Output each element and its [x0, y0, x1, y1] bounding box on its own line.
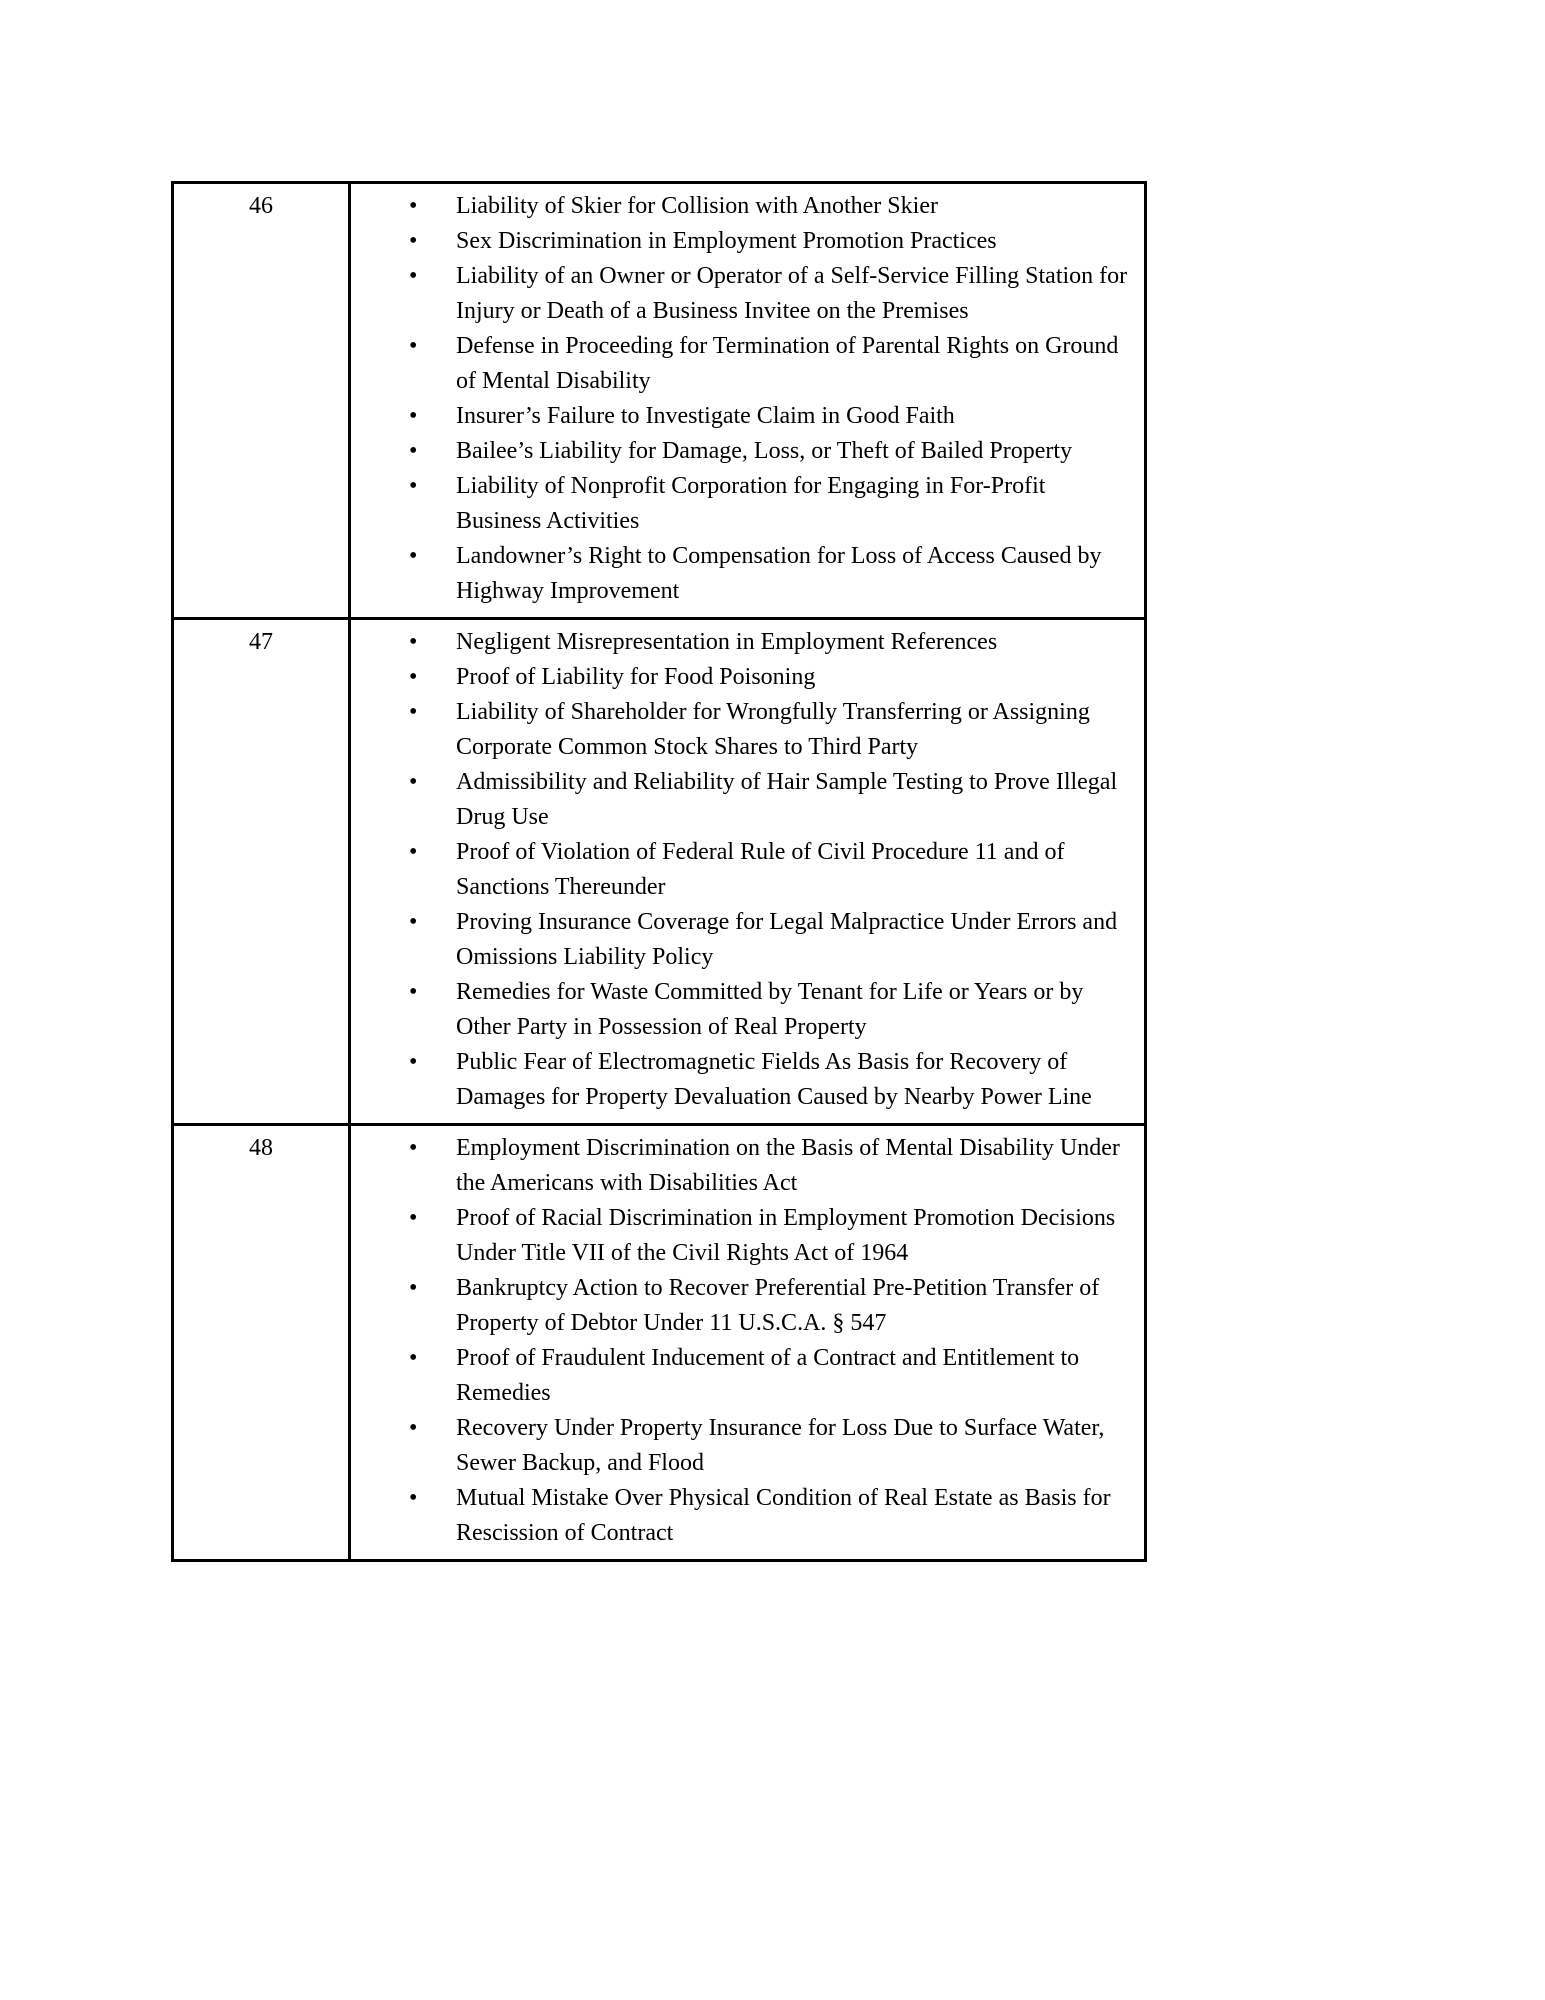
- topic-item: • Proof of Racial Discrimination in Employment Promotion Decisions Under Title VII of the Civil Rights Act of 1964: [351, 1201, 1128, 1271]
- row-number: 46: [173, 183, 350, 619]
- table-row: [173, 183, 1146, 619]
- topic-item: • Mutual Mistake Over Physical Condition of Real Estate as Basis for Rescission of Contract: [351, 1481, 1128, 1551]
- row-number: 47: [173, 619, 350, 1125]
- topic-item: • Remedies for Waste Committed by Tenant for Life or Years or by Other Party in Possession of Real Property: [351, 975, 1128, 1045]
- topic-item: • Proof of Liability for Food Poisoning: [351, 660, 1128, 695]
- topic-item: • Proof of Fraudulent Inducement of a Contract and Entitlement to Remedies: [351, 1341, 1128, 1411]
- topic-item: • Proof of Violation of Federal Rule of Civil Procedure 11 and of Sanctions Thereunder: [351, 835, 1128, 905]
- topic-item: • Negligent Misrepresentation in Employment References: [351, 625, 1128, 660]
- topic-item: • Landowner’s Right to Compensation for Loss of Access Caused by Highway Improvement: [351, 539, 1128, 609]
- topics-table-body: [173, 183, 1146, 1561]
- topics-cell: [350, 1125, 1146, 1561]
- topic-item: • Liability of Nonprofit Corporation for Engaging in For-Profit Business Activities: [351, 469, 1128, 539]
- topic-list: [351, 1131, 1128, 1551]
- topics-cell: [350, 183, 1146, 619]
- topic-item: • Defense in Proceeding for Termination of Parental Rights on Ground of Mental Disability: [351, 329, 1128, 399]
- topic-item: • Liability of Shareholder for Wrongfully Transferring or Assigning Corporate Common Stock Shares to Third Party: [351, 695, 1128, 765]
- topics-table: [171, 181, 1147, 1562]
- row-number: 48: [173, 1125, 350, 1561]
- topic-list: [351, 189, 1128, 609]
- topic-item: • Liability of Skier for Collision with Another Skier: [351, 189, 1128, 224]
- table-row: [173, 619, 1146, 1125]
- topic-item: • Liability of an Owner or Operator of a Self-Service Filling Station for Injury or Death of a Business Invitee on the Premises: [351, 259, 1128, 329]
- topics-cell: [350, 619, 1146, 1125]
- topic-item: • Proving Insurance Coverage for Legal Malpractice Under Errors and Omissions Liability Policy: [351, 905, 1128, 975]
- topic-list: [351, 625, 1128, 1115]
- topic-item: • Bailee’s Liability for Damage, Loss, or Theft of Bailed Property: [351, 434, 1128, 469]
- topic-item: • Recovery Under Property Insurance for Loss Due to Surface Water, Sewer Backup, and Flood: [351, 1411, 1128, 1481]
- topic-item: • Sex Discrimination in Employment Promotion Practices: [351, 224, 1128, 259]
- topic-item: • Bankruptcy Action to Recover Preferential Pre-Petition Transfer of Property of Debtor Under 11 U.S.C.A. § 547: [351, 1271, 1128, 1341]
- table-row: [173, 1125, 1146, 1561]
- topic-item: • Insurer’s Failure to Investigate Claim in Good Faith: [351, 399, 1128, 434]
- topic-item: • Public Fear of Electromagnetic Fields As Basis for Recovery of Damages for Property Devaluation Caused by Nearby Power Line: [351, 1045, 1128, 1115]
- topic-item: • Admissibility and Reliability of Hair Sample Testing to Prove Illegal Drug Use: [351, 765, 1128, 835]
- topic-item: • Employment Discrimination on the Basis of Mental Disability Under the Americans with Disabilities Act: [351, 1131, 1128, 1201]
